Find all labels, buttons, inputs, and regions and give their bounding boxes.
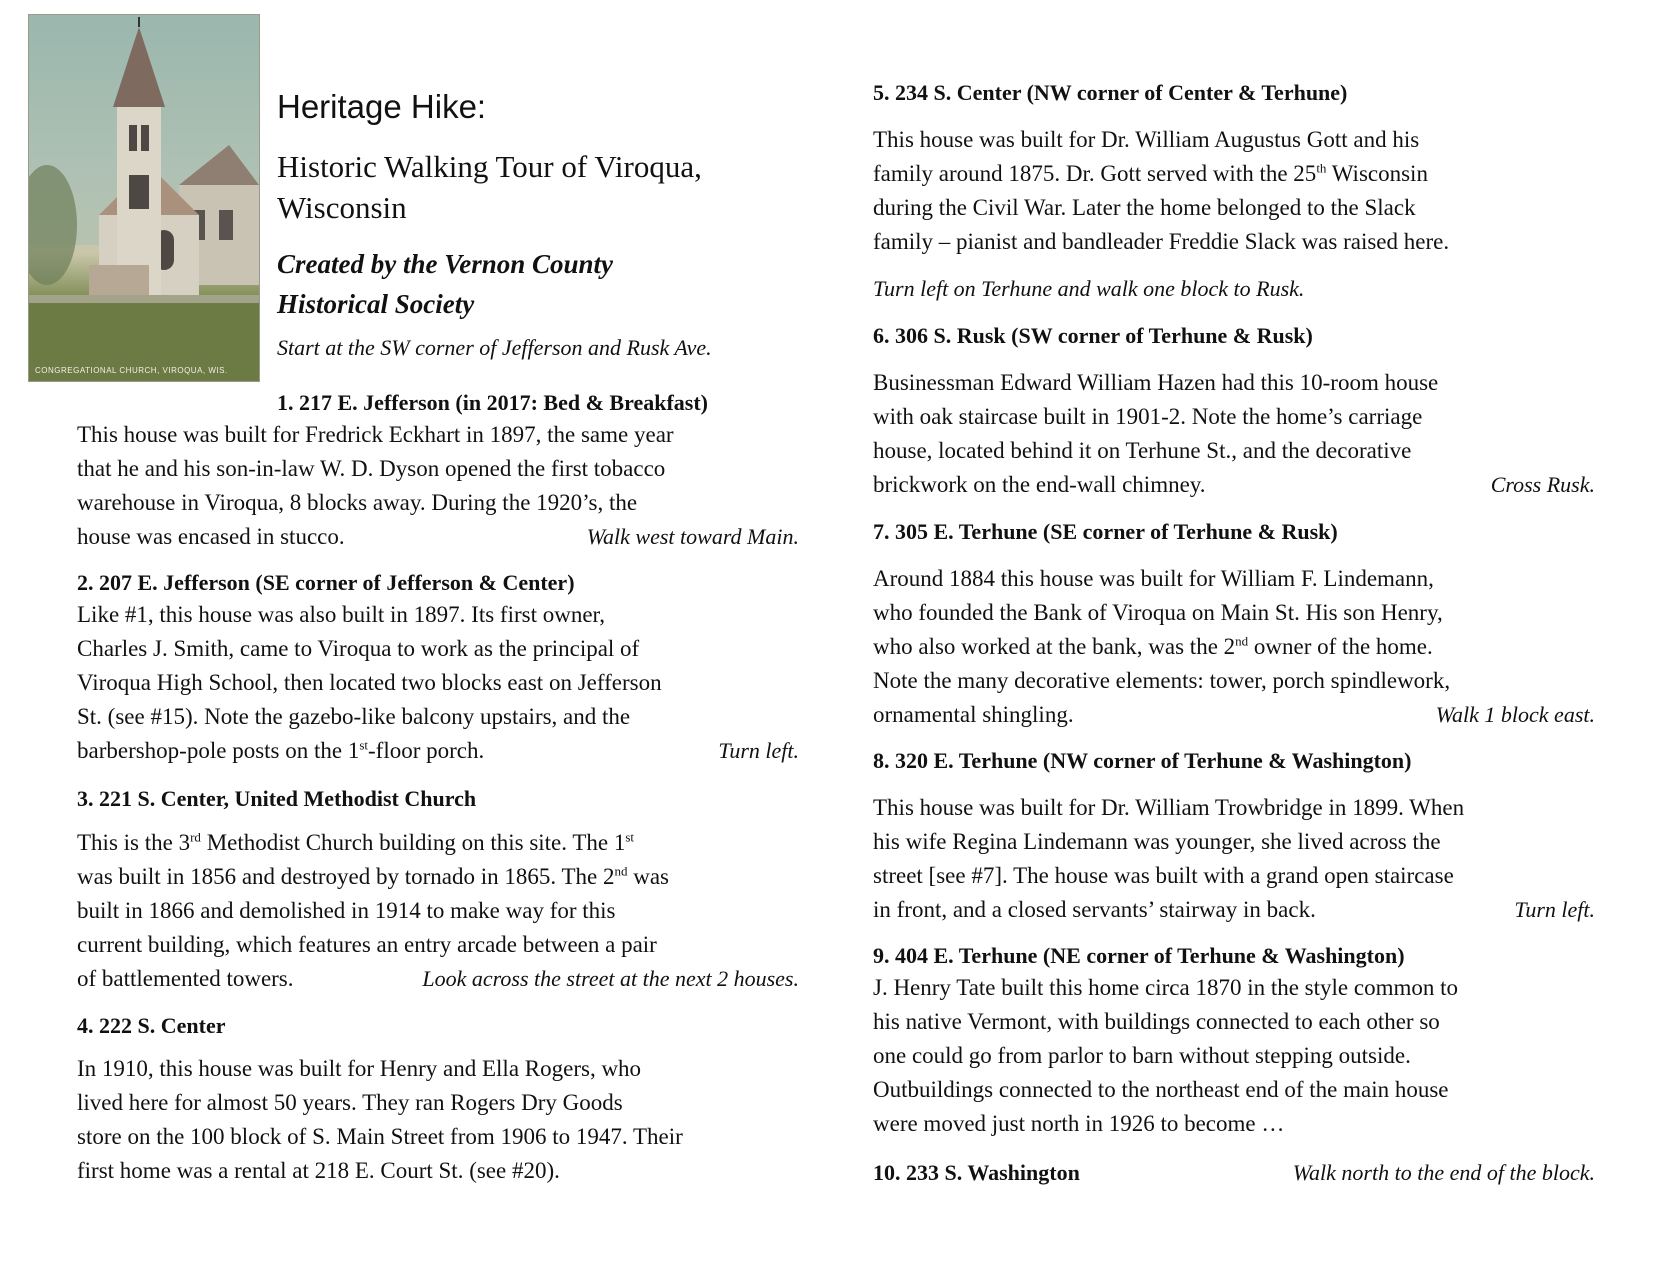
entry-4-line: In 1910, this house was built for Henry and Ella Rogers, who [77, 1056, 642, 1081]
entry-2-line: St. (see #15). Note the gazebo-like balcony upstairs, and the [77, 704, 631, 729]
entry-9-line: his native Vermont, with buildings connected to each other so [873, 1009, 1440, 1034]
text-run: Wisconsin [1326, 161, 1428, 186]
entry-5-line: during the Civil War. Later the home belonged to the Slack [873, 195, 1416, 220]
entry-7-body [873, 562, 1595, 732]
entry-9-line: Outbuildings connected to the northeast end of the main house [873, 1077, 1449, 1102]
entry-5-line [873, 157, 1595, 191]
superscript: nd [1235, 633, 1249, 649]
entry-8-direction: Turn left. [1514, 897, 1595, 922]
entry-7-last-row [873, 698, 1595, 732]
entry-6-direction: Cross Rusk. [1490, 472, 1595, 497]
entry-10-direction: Walk north to the end of the block. [1292, 1160, 1595, 1185]
postcard-caption: CONGREGATIONAL CHURCH, VIROQUA, WIS. [35, 366, 228, 375]
entry-7-heading: 7. 305 E. Terhune (SE corner of Terhune & Rusk) [873, 519, 1338, 544]
entry-9-line: were moved just north in 1926 to become … [873, 1111, 1285, 1136]
entry-1-line: house was encased in stucco. [77, 524, 345, 549]
entry-5-line: family – pianist and bandleader Freddie Slack was raised here. [873, 229, 1450, 254]
entry-1-line: warehouse in Viroqua, 8 blocks away. During the 1920’s, the [77, 490, 638, 515]
entry-5-line: This house was built for Dr. William Augustus Gott and his [873, 127, 1420, 152]
entry-3-line: of battlemented towers. [77, 966, 294, 991]
page-title: Heritage Hike: [277, 88, 487, 125]
entry-7-direction: Walk 1 block east. [1435, 702, 1595, 727]
entry-7-line: Around 1884 this house was built for William F. Lindemann, [873, 566, 1434, 591]
entry-6-line: house, located behind it on Terhune St., and the decorative [873, 438, 1412, 463]
entry-3-direction: Look across the street at the next 2 houses. [422, 966, 799, 991]
entry-1-body [77, 418, 799, 554]
page-subtitle [277, 146, 797, 228]
superscript: nd [614, 863, 628, 879]
superscript: th [1316, 160, 1327, 176]
start-instructions: Start at the SW corner of Jefferson and Rusk Ave. [277, 335, 712, 360]
entry-3-last-row [77, 962, 799, 996]
entry-8-line: in front, and a closed servants’ stairway in back. [873, 897, 1316, 922]
entry-2-line: Like #1, this house was also built in 1897. Its first owner, [77, 602, 606, 627]
text-run: This is the 3 [77, 830, 191, 855]
entry-6-heading: 6. 306 S. Rusk (SW corner of Terhune & Rusk) [873, 323, 1313, 348]
entry-10-heading: 10. 233 S. Washington [873, 1160, 1080, 1185]
entry-2-last-row [77, 734, 799, 768]
entry-8-line: his wife Regina Lindemann was younger, she lived across the [873, 829, 1441, 854]
entry-4-line: first home was a rental at 218 E. Court St. (see #20). [77, 1158, 560, 1183]
text-run: was built in 1856 and destroyed by tornado in 1865. The 2 [77, 864, 615, 889]
entry-1-line: This house was built for Fredrick Eckhart in 1897, the same year [77, 422, 674, 447]
entry-8-last-row [873, 893, 1595, 927]
entry-4-body [77, 1052, 799, 1188]
entry-1-direction: Walk west toward Main. [586, 524, 799, 549]
entry-3-line [77, 860, 799, 894]
entry-2-line: Charles J. Smith, came to Viroqua to work as the principal of [77, 636, 640, 661]
entry-7-line: Note the many decorative elements: tower, porch spindlework, [873, 668, 1451, 693]
credit-line-1: Created by the Vernon County [277, 249, 614, 279]
entry-6-last-row [873, 468, 1595, 502]
text-run: owner of the home. [1248, 634, 1433, 659]
entry-9-line: one could go from parlor to barn without stepping outside. [873, 1043, 1411, 1068]
entry-10-row [873, 1160, 1595, 1186]
superscript: st [359, 737, 369, 753]
subtitle-line-1: Historic Walking Tour of Viroqua, [277, 149, 702, 184]
text-run: who also worked at the bank, was the 2 [873, 634, 1236, 659]
entry-8-line: street [see #7]. The house was built with a grand open staircase [873, 863, 1454, 888]
entry-3-body [77, 826, 799, 996]
entry-6-line: brickwork on the end-wall chimney. [873, 472, 1206, 497]
text-run: Methodist Church building on this site. The 1 [200, 830, 626, 855]
entry-3-line: current building, which features an entry arcade between a pair [77, 932, 657, 957]
text-run: -floor porch. [368, 738, 485, 763]
entry-3-line: built in 1866 and demolished in 1914 to make way for this [77, 898, 616, 923]
credit-line [277, 244, 757, 324]
entry-4-line: lived here for almost 50 years. They ran Rogers Dry Goods [77, 1090, 623, 1115]
entry-6-body [873, 366, 1595, 502]
entry-1-heading: 1. 217 E. Jefferson (in 2017: Bed & Breakfast) [277, 390, 708, 415]
text-run: was [627, 864, 669, 889]
entry-7-line [873, 630, 1595, 664]
text-run: barbershop-pole posts on the 1 [77, 738, 360, 763]
entry-1-line: that he and his son-in-law W. D. Dyson opened the first tobacco [77, 456, 666, 481]
subtitle-line-2: Wisconsin [277, 190, 407, 225]
entry-5-heading: 5. 234 S. Center (NW corner of Center & Terhune) [873, 80, 1348, 105]
entry-3-line [77, 826, 799, 860]
entry-9-line: J. Henry Tate built this home circa 1870 in the style common to [873, 975, 1458, 1000]
superscript: rd [190, 829, 201, 845]
credit-line-2: Historical Society [277, 289, 475, 319]
entry-8-line: This house was built for Dr. William Trowbridge in 1899. When [873, 795, 1465, 820]
entry-6-line: Businessman Edward William Hazen had this 10-room house [873, 370, 1439, 395]
church-postcard-image [28, 14, 260, 382]
entry-7-line: who founded the Bank of Viroqua on Main St. His son Henry, [873, 600, 1443, 625]
entry-8-heading: 8. 320 E. Terhune (NW corner of Terhune & Washington) [873, 748, 1412, 773]
entry-9-heading: 9. 404 E. Terhune (NE corner of Terhune & Washington) [873, 943, 1405, 968]
entry-5-body [873, 123, 1595, 259]
entry-4-line: store on the 100 block of S. Main Street from 1906 to 1947. Their [77, 1124, 683, 1149]
entry-1-last-row [77, 520, 799, 554]
entry-7-line: ornamental shingling. [873, 702, 1074, 727]
entry-9-body [873, 971, 1595, 1141]
entry-2-direction: Turn left. [718, 738, 799, 763]
church-illustration [29, 15, 259, 381]
superscript: st [625, 829, 635, 845]
entry-8-body [873, 791, 1595, 927]
entry-6-line: with oak staircase built in 1901-2. Note the home’s carriage [873, 404, 1423, 429]
text-run: family around 1875. Dr. Gott served with the 25 [873, 161, 1317, 186]
entry-3-heading: 3. 221 S. Center, United Methodist Church [77, 786, 477, 811]
entry-2-heading: 2. 207 E. Jefferson (SE corner of Jefferson & Center) [77, 570, 575, 595]
entry-2-line [77, 734, 484, 768]
entry-5-direction: Turn left on Terhune and walk one block to Rusk. [873, 276, 1305, 301]
entry-2-line: Viroqua High School, then located two blocks east on Jefferson [77, 670, 662, 695]
entry-2-body [77, 598, 799, 768]
entry-4-heading: 4. 222 S. Center [77, 1013, 226, 1038]
